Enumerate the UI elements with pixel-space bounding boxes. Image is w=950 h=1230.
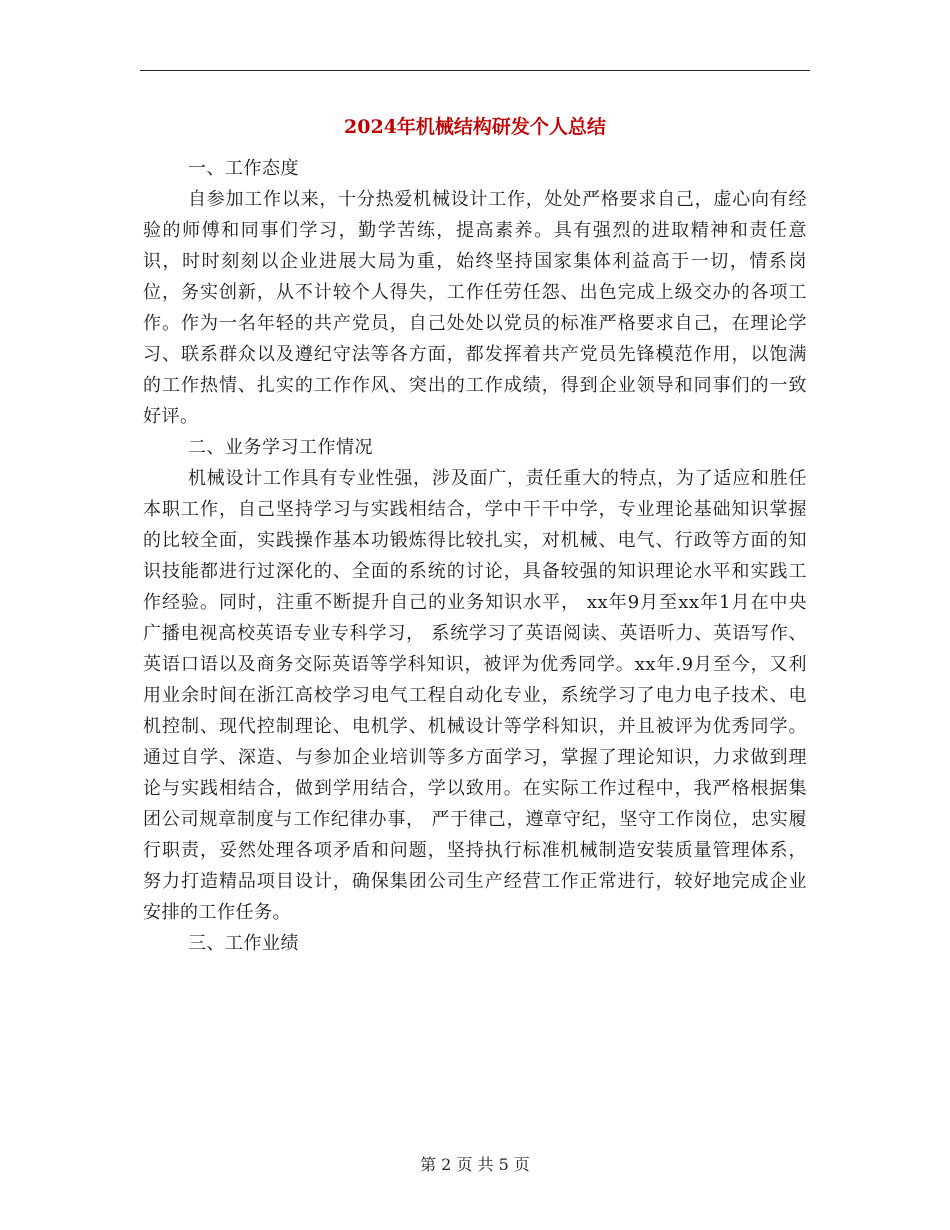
section-heading-study: 二、业务学习工作情况 [188,437,373,458]
section-heading-achievements: 三、工作业绩 [188,933,299,954]
header-rule [140,70,810,71]
section-paragraph-attitude: 自参加工作以来，十分热爱机械设计工作，处处严格要求自己，虚心向有经验的师傅和同事们学习，勤学苦练，提高素养。具有强烈的进取精神和责任意识，时时刻刻以企业进展大局为重，始终坚持国家集体利益高于一切，情系岗位，务实创新，从不计较个人得失，工作任劳任怨、出色完成上级交办的各项工作。作为一名年轻的共产党员，自己处处以党员的标准严格要求自己，在理论学习、联系群众以及遵纪守法等各方面，都发挥着共产党员先锋模范作用，以饱满的工作热情、扎实的工作作风、突出的工作成绩，得到企业领导和同事们的一致好评。 [143,189,807,427]
section-heading-attitude: 一、工作态度 [188,158,299,179]
page-number: 第 2 页 共 5 页 [420,1155,530,1174]
section-paragraph-study: 机械设计工作具有专业性强，涉及面广，责任重大的特点，为了适应和胜任本职工作，自己坚持学习与实践相结合，学中干干中学，专业理论基础知识掌握的比较全面，实践操作基本功锻炼得比较扎实，对机械、电气、行政等方面的知识技能都进行过深化的、全面的系统的讨论，具备较强的知识理论水平和实践工作经验。同时，注重不断提升自己的业务知识水平， xx年9月至xx年1月在中央广播电视高校英语专业专科学习， 系统学习了英语阅读、英语听力、英语写作、英语口语以及商务交际英语等学科知识，被评为优秀同学。xx年.9月至今，又利用业余时间在浙江高校学习电气工程自动化专业，系统学习了电力电子技术、电机控制、现代控制理论、电机学、机械设计等学科知识，并且被评为优秀同学。通过自学、深造、与参加企业培训等多方面学习，掌握了理论知识，力求做到理论与实践相结合，做到学用结合，学以致用。在实际工作过程中，我严格根据集团公司规章制度与工作纪律办事， 严于律己，遵章守纪，坚守工作岗位，忠实履行职责，妥然处理各项矛盾和问题，坚持执行标准机械制造安装质量管理体系，努力打造精品项目设计，确保集团公司生产经营工作正常进行，较好地完成企业安排的工作任务。 [143,468,807,923]
document-body [143,153,807,959]
document-title: 2024年机械结构研发个人总结 [344,116,606,138]
